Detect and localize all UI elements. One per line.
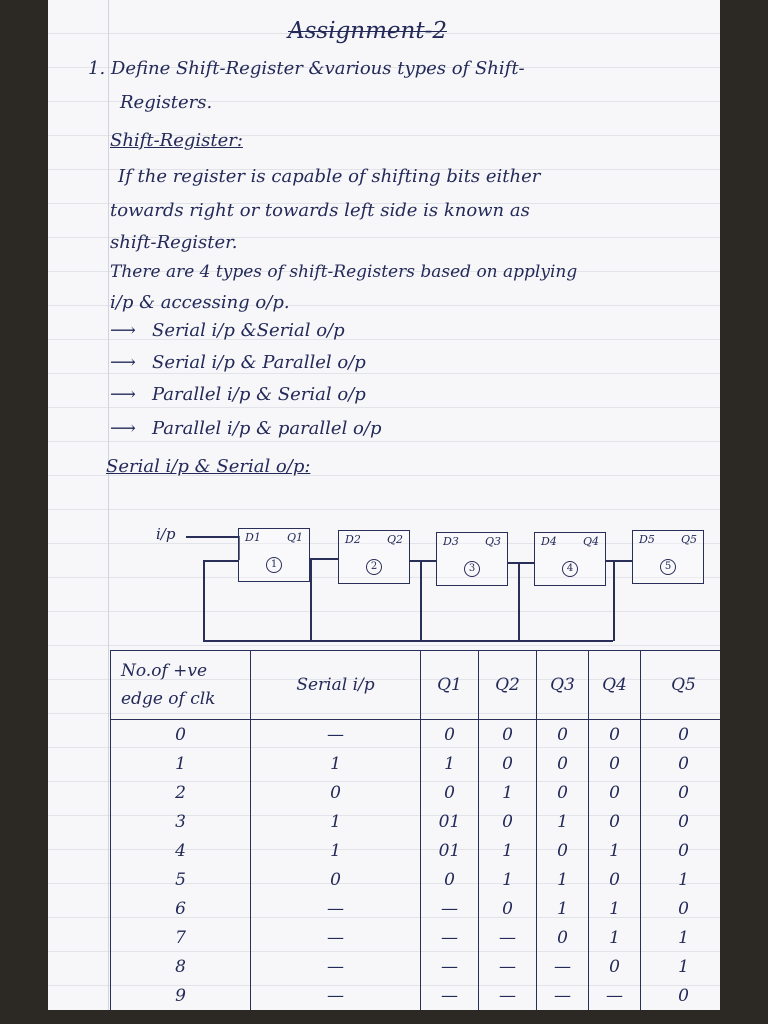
table-cell: 0 xyxy=(251,865,421,894)
table-cell: — xyxy=(251,894,421,923)
table-cell: 1 xyxy=(251,836,421,865)
table-row xyxy=(111,807,721,836)
table-row xyxy=(111,749,721,778)
table-cell: 0 xyxy=(641,981,721,1010)
table-row xyxy=(111,981,721,1010)
table-cell: — xyxy=(479,923,537,952)
connect-wire xyxy=(410,560,436,562)
table-cell: 0 xyxy=(421,778,479,807)
type-item-3 xyxy=(110,384,366,405)
question-line-2: Registers. xyxy=(120,92,213,113)
feedback-wire xyxy=(203,560,239,562)
table-cell: — xyxy=(251,720,421,750)
table-cell: 0 xyxy=(537,778,589,807)
d-label: D5 xyxy=(639,533,655,546)
table-cell: — xyxy=(421,952,479,981)
type-label: Serial i/p & Parallel o/p xyxy=(152,352,366,373)
header-q3: Q3 xyxy=(537,651,589,720)
margin-line xyxy=(108,0,109,1010)
table-cell: — xyxy=(421,981,479,1010)
flip-flop-number: 1 xyxy=(266,557,282,573)
type-item-2 xyxy=(110,352,366,373)
table-cell: 1 xyxy=(589,836,641,865)
table-cell: 2 xyxy=(111,778,251,807)
table-cell: 0 xyxy=(589,952,641,981)
section-heading: Shift-Register: xyxy=(110,130,243,151)
arrow-icon: ⟶ xyxy=(110,384,136,405)
table-cell: — xyxy=(589,981,641,1010)
d-label: D4 xyxy=(541,535,557,548)
table-cell: 1 xyxy=(479,778,537,807)
table-cell: 0 xyxy=(641,778,721,807)
table-cell: 0 xyxy=(111,720,251,750)
table-cell: 0 xyxy=(537,923,589,952)
table-cell: 01 xyxy=(421,836,479,865)
table-row xyxy=(111,923,721,952)
flip-flop-number: 4 xyxy=(562,561,578,577)
type-label: Parallel i/p & Serial o/p xyxy=(152,384,366,405)
table-cell: 1 xyxy=(421,749,479,778)
table-cell: — xyxy=(421,923,479,952)
table-row xyxy=(111,894,721,923)
flip-flop-2 xyxy=(338,530,410,584)
flip-flop-number: 2 xyxy=(366,559,382,575)
table-cell: 6 xyxy=(111,894,251,923)
connect-wire xyxy=(518,562,520,641)
flip-flop-4 xyxy=(534,532,606,586)
header-q5: Q5 xyxy=(641,651,721,720)
table-cell: 1 xyxy=(537,894,589,923)
arrow-icon: ⟶ xyxy=(110,418,136,439)
types-intro-line-1: There are 4 types of shift-Registers based on applying xyxy=(110,262,578,282)
table-cell: 0 xyxy=(589,865,641,894)
feedback-wire xyxy=(203,560,205,641)
d-label: D3 xyxy=(443,535,459,548)
connect-wire xyxy=(508,562,534,564)
table-cell: 8 xyxy=(111,952,251,981)
shift-register-diagram xyxy=(148,520,718,655)
table-cell: 9 xyxy=(111,981,251,1010)
table-cell: 0 xyxy=(421,865,479,894)
table-cell: 1 xyxy=(479,836,537,865)
table-cell: 1 xyxy=(589,894,641,923)
table-cell: — xyxy=(421,894,479,923)
notebook-page xyxy=(48,0,720,1010)
connect-wire xyxy=(310,558,338,560)
table-cell: 0 xyxy=(421,720,479,750)
connect-wire xyxy=(613,560,615,641)
table-cell: 5 xyxy=(111,865,251,894)
input-wire xyxy=(186,536,240,538)
table-cell: 0 xyxy=(537,749,589,778)
input-label: i/p xyxy=(156,525,176,543)
header-q1: Q1 xyxy=(421,651,479,720)
table-cell: 0 xyxy=(589,778,641,807)
type-item-1 xyxy=(110,320,345,341)
table-cell: 0 xyxy=(641,836,721,865)
connect-wire xyxy=(310,558,312,641)
header-q4: Q4 xyxy=(589,651,641,720)
table-cell: 7 xyxy=(111,923,251,952)
q-label: Q3 xyxy=(484,535,501,548)
page-title: Assignment-2 xyxy=(288,18,447,44)
header-q2: Q2 xyxy=(479,651,537,720)
definition-line-2: towards right or towards left side is known as xyxy=(110,200,530,221)
table-cell: 0 xyxy=(479,807,537,836)
flip-flop-5 xyxy=(632,530,704,584)
table-cell: 1 xyxy=(537,865,589,894)
d-label: D2 xyxy=(345,533,361,546)
table-cell: — xyxy=(251,952,421,981)
table-cell: 0 xyxy=(537,836,589,865)
table-cell: 1 xyxy=(251,749,421,778)
header-clock-edge: No.of +ve edge of clk xyxy=(111,651,251,720)
table-cell: 1 xyxy=(641,865,721,894)
table-cell: — xyxy=(479,952,537,981)
question-line-1: 1. Define Shift-Register &various types of Shift- xyxy=(88,58,525,79)
table-cell: 0 xyxy=(641,894,721,923)
table-row xyxy=(111,720,721,750)
q-label: Q1 xyxy=(286,531,303,544)
table-cell: — xyxy=(251,923,421,952)
table-cell: 0 xyxy=(641,749,721,778)
table-cell: 1 xyxy=(537,807,589,836)
table-cell: 4 xyxy=(111,836,251,865)
table-row xyxy=(111,778,721,807)
table-cell: — xyxy=(537,952,589,981)
table-cell: 01 xyxy=(421,807,479,836)
table-cell: 0 xyxy=(479,894,537,923)
arrow-icon: ⟶ xyxy=(110,352,136,373)
table-cell: 0 xyxy=(589,807,641,836)
table-row xyxy=(111,952,721,981)
d-label: D1 xyxy=(245,531,261,544)
flip-flop-3 xyxy=(436,532,508,586)
flip-flop-number: 5 xyxy=(660,559,676,575)
table-cell: 1 xyxy=(479,865,537,894)
type-label: Parallel i/p & parallel o/p xyxy=(152,418,382,439)
clock-wire xyxy=(203,640,613,642)
q-label: Q2 xyxy=(386,533,403,546)
table-row xyxy=(111,865,721,894)
subheading: Serial i/p & Serial o/p: xyxy=(106,456,311,477)
table-cell: 1 xyxy=(251,807,421,836)
truth-table xyxy=(110,650,720,1010)
q-label: Q4 xyxy=(582,535,599,548)
table-header-row xyxy=(111,651,721,720)
table-cell: — xyxy=(537,981,589,1010)
definition-line-3: shift-Register. xyxy=(110,232,238,253)
table-cell: 0 xyxy=(479,749,537,778)
table-cell: 1 xyxy=(641,952,721,981)
table-cell: 0 xyxy=(641,807,721,836)
flip-flop-1 xyxy=(238,528,310,582)
table-cell: 0 xyxy=(537,720,589,750)
q-label: Q5 xyxy=(680,533,697,546)
table-cell: 1 xyxy=(589,923,641,952)
type-item-4 xyxy=(110,418,381,439)
table-cell: 0 xyxy=(479,720,537,750)
table-cell: 1 xyxy=(111,749,251,778)
connect-wire xyxy=(606,560,632,562)
arrow-icon: ⟶ xyxy=(110,320,136,341)
table-cell: — xyxy=(479,981,537,1010)
table-cell: 0 xyxy=(589,720,641,750)
connect-wire xyxy=(420,560,422,641)
table-cell: 0 xyxy=(641,720,721,750)
table-cell: 3 xyxy=(111,807,251,836)
table-cell: 0 xyxy=(589,749,641,778)
table-cell: 0 xyxy=(251,778,421,807)
table-cell: — xyxy=(251,981,421,1010)
table-row xyxy=(111,836,721,865)
table-cell: 1 xyxy=(641,923,721,952)
definition-line-1: If the register is capable of shifting bits either xyxy=(118,166,541,187)
flip-flop-number: 3 xyxy=(464,561,480,577)
header-serial-input: Serial i/p xyxy=(251,651,421,720)
type-label: Serial i/p &Serial o/p xyxy=(152,320,345,341)
types-intro-line-2: i/p & accessing o/p. xyxy=(110,292,290,313)
